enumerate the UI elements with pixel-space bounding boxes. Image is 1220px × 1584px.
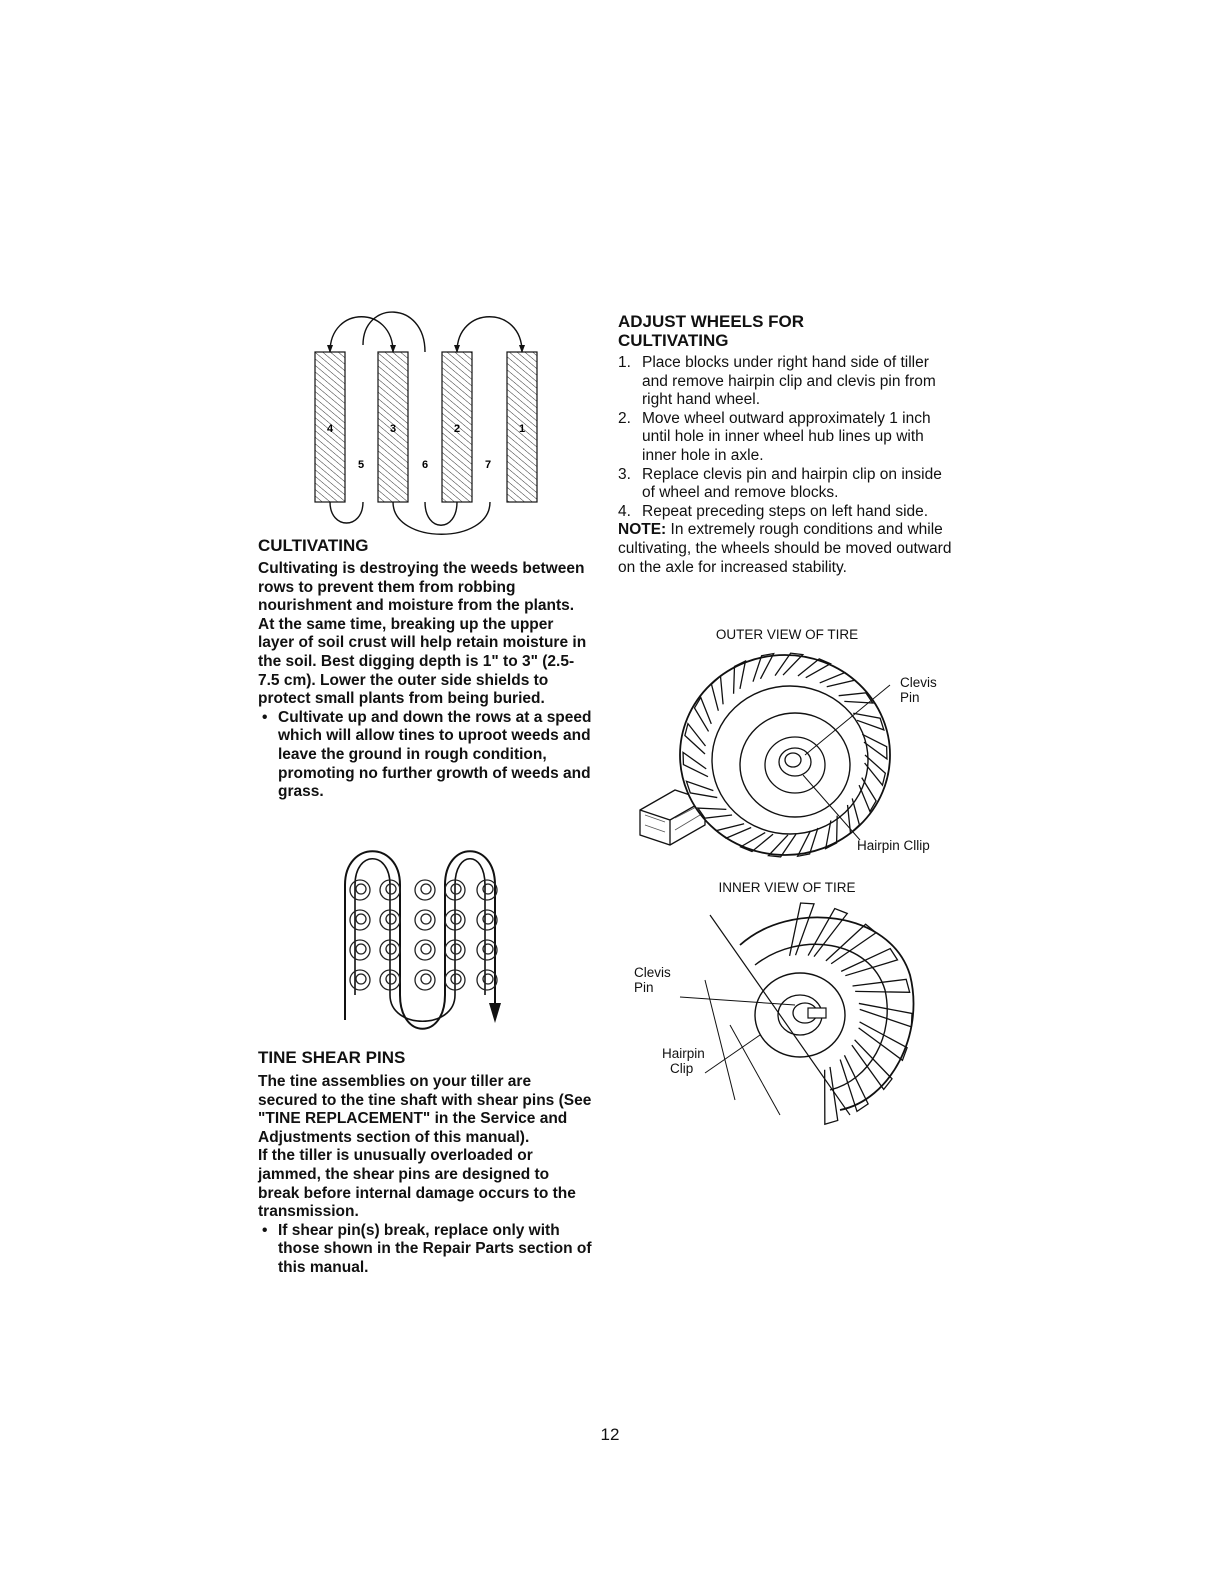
tine-shear-body-1: The tine assemblies on your tiller are secured to the tine shaft with shear pins (See "TINE REPLACEMENT" in the Service and Adjustments section of this manual). xyxy=(258,1073,592,1146)
inner-clevis-pin-label xyxy=(634,965,671,995)
tread-lug xyxy=(826,924,876,963)
row-label: 1 xyxy=(519,423,526,435)
page-number: 12 xyxy=(600,1425,620,1444)
inner-hairpin-label xyxy=(662,1046,705,1076)
step-text: Place blocks under right hand side of tiller and remove hairpin clip and clevis pin from right hand wheel. xyxy=(642,354,936,409)
inner-hairpin-label-2: Clip xyxy=(670,1061,694,1076)
cultivating-section xyxy=(258,536,593,802)
path-arrow xyxy=(457,317,522,352)
cultivating-heading: CULTIVATING xyxy=(258,536,369,555)
tine-shear-section xyxy=(258,1048,593,1278)
tread-lug xyxy=(859,1003,912,1026)
step-text: Move wheel outward approximately 1 inch until hole in inner wheel hub lines up with inner hole in axle. xyxy=(642,409,931,464)
gap-label: 5 xyxy=(358,459,365,471)
inner-tire-illustration xyxy=(700,905,930,1125)
plant-icon-inner xyxy=(421,944,431,954)
row-label: 2 xyxy=(454,423,461,435)
plant-icon-inner xyxy=(451,974,461,984)
outer-clevis-pin-label xyxy=(900,675,937,705)
plant-icon-inner xyxy=(356,884,366,894)
plant-icon xyxy=(350,940,370,960)
cultivating-bullets xyxy=(258,709,593,802)
plant-icon-inner xyxy=(386,974,396,984)
step-text: Replace clevis pin and hairpin clip on inside of wheel and remove blocks. xyxy=(642,465,942,502)
gap-label: 7 xyxy=(485,459,492,471)
plant-icon xyxy=(415,910,435,930)
inner-clevis-label-2: Pin xyxy=(634,980,654,995)
inner-clevis-label-1: Clevis xyxy=(634,965,671,980)
tread-lug xyxy=(841,949,897,976)
cultivating-body: Cultivating is destroying the weeds between rows to prevent them from robbing nourishment and moisture from the plants. At the same time, breaking up the upper layer of soil crust will help retain moisture in the soil. Best digging depth is 1" to 3" (2.5-7.5 cm). Lower the outer side shields to protect small plants from being buried. xyxy=(258,560,587,708)
plant-icon-inner xyxy=(421,974,431,984)
path-arrow xyxy=(393,502,490,534)
step-number: 1. xyxy=(618,354,631,371)
step-item xyxy=(618,410,956,466)
row-label: 4 xyxy=(327,423,334,435)
step-number: 2. xyxy=(618,409,631,427)
tine-shear-heading: TINE SHEAR PINS xyxy=(258,1048,406,1067)
plant-icon-inner xyxy=(386,944,396,954)
outer-tire-caption: OUTER VIEW OF TIRE xyxy=(715,627,859,642)
plant-icon xyxy=(350,880,370,900)
outer-hairpin-label: Hairpin Cllip xyxy=(857,838,930,853)
tread-lug xyxy=(808,909,847,957)
tine-shear-bullet: • If shear pin(s) break, replace only with those shown in the Repair Parts section of this manual. xyxy=(258,1222,593,1278)
plant-icon xyxy=(415,940,435,960)
plant-icon-inner xyxy=(356,914,366,924)
path-arrow xyxy=(330,317,393,352)
row-label: 3 xyxy=(390,423,397,435)
step-text: Repeat preceding steps on left hand side. xyxy=(642,502,929,520)
gap-label: 6 xyxy=(422,459,429,471)
adjust-steps xyxy=(618,354,956,521)
step-item xyxy=(618,466,956,503)
adjust-wheels-heading xyxy=(618,312,956,350)
tread-lug xyxy=(840,1055,868,1111)
plant-icon xyxy=(350,970,370,990)
note-paragraph xyxy=(618,521,956,577)
tine-shear-bullets xyxy=(258,1222,593,1278)
adjust-wheels-heading-line2: CULTIVATING xyxy=(618,331,729,350)
plant-icon-inner xyxy=(451,914,461,924)
plant-icon-inner xyxy=(386,884,396,894)
plant-icon-inner xyxy=(386,914,396,924)
adjust-wheels-heading-line1: ADJUST WHEELS FOR xyxy=(618,312,805,331)
plant-icon-inner xyxy=(356,974,366,984)
row-pattern-diagram xyxy=(305,305,545,525)
plant-icon xyxy=(415,970,435,990)
path-arrow xyxy=(330,502,363,523)
plant-icon-inner xyxy=(451,944,461,954)
step-item xyxy=(618,503,956,522)
outer-clevis-label-1: Clevis xyxy=(900,675,937,690)
inner-hairpin-label-1: Hairpin xyxy=(662,1046,705,1061)
note-label: NOTE: xyxy=(618,521,667,539)
plant-icon-inner xyxy=(421,884,431,894)
step-number: 3. xyxy=(618,465,631,483)
plant-icon-inner xyxy=(421,914,431,924)
plant-icon xyxy=(350,910,370,930)
tread-lug xyxy=(790,903,814,956)
tine-shear-body-2: If the tiller is unusually overloaded or jammed, the shear pins are designed to break before internal damage occurs to the transmission. xyxy=(258,1147,576,1221)
step-number: 4. xyxy=(618,502,631,520)
tread-lug xyxy=(859,1022,908,1060)
plant-icon xyxy=(415,880,435,900)
inner-tire-caption: INNER VIEW OF TIRE xyxy=(718,880,856,895)
step-item xyxy=(618,354,956,410)
serpentine-path-diagram xyxy=(335,845,525,1035)
outer-clevis-label-2: Pin xyxy=(900,690,920,705)
cultivating-bullet: • Cultivate up and down the rows at a speed which will allow tines to uproot weeds and leave the ground in rough condition, promoting no further growth of weeds and grass. xyxy=(258,709,593,802)
note-text: In extremely rough conditions and while cultivating, the wheels should be moved outward on the axle for increased stability. xyxy=(618,521,952,576)
adjust-wheels-section xyxy=(618,312,956,577)
outer-tire-illustration xyxy=(635,650,895,860)
plant-icon-inner xyxy=(356,944,366,954)
path-arrow xyxy=(425,502,457,525)
plant-icon-inner xyxy=(451,884,461,894)
